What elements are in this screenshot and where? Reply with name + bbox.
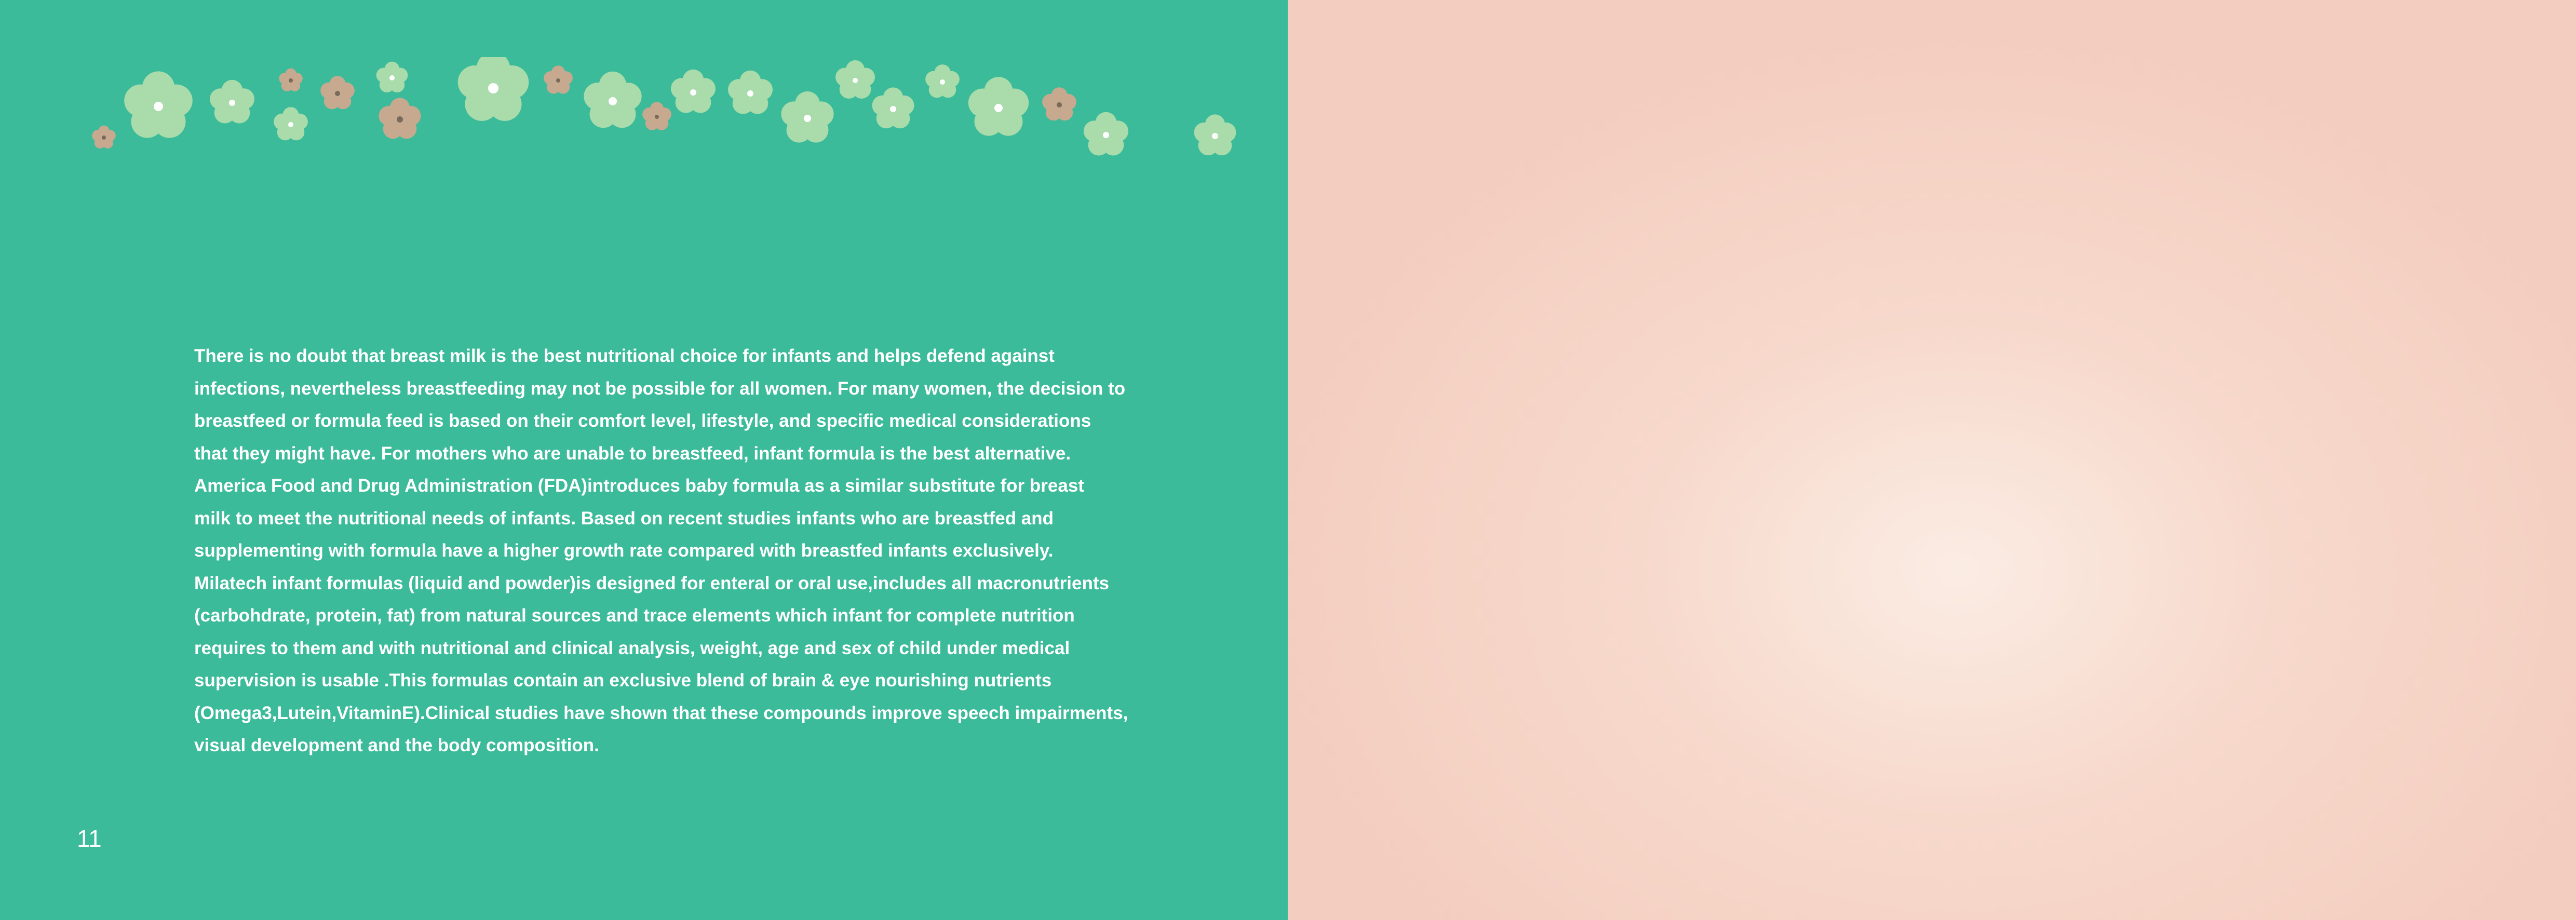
english-paragraph: There is no doubt that breast milk is the best nutritional choice for infants and helps defend against infections, nevertheless breastfeeding may not be possible for all women. For many women, the decision to breastfeed or formula feed is based on their comfort level, lifestyle, and specific medical considerations that they might have. For mothers who are unable to breastfeed, infant formula is the best alternative. America Food and Drug Administration (FDA)introduces baby formula as a similar substitute for breast milk to meet the nutritional needs of infants. Based on recent studies infants who are breastfed and supplementing with formula have a higher growth rate compared with breastfed infants exclusively. Milatech infant formulas (liquid and powder)is designed for enteral or oral use,includes all macronutrients (carbohdrate, protein, fat) from natural sources and trace elements which infant for complete nutrition requires to them and with nutritional and clinical analysis, weight, age and sex of child under medical supervision is usable .This formulas contain an exclusive blend of brain & eye nourishing nutrients (Omega3,Lutein,VitaminE).Clinical studies have shown that these compounds improve speech impairments, visual development and the body composition. — [194, 346, 1128, 755]
right-page — [1288, 0, 2576, 920]
page-number: 11 — [77, 825, 102, 852]
flower-border — [78, 57, 1251, 166]
